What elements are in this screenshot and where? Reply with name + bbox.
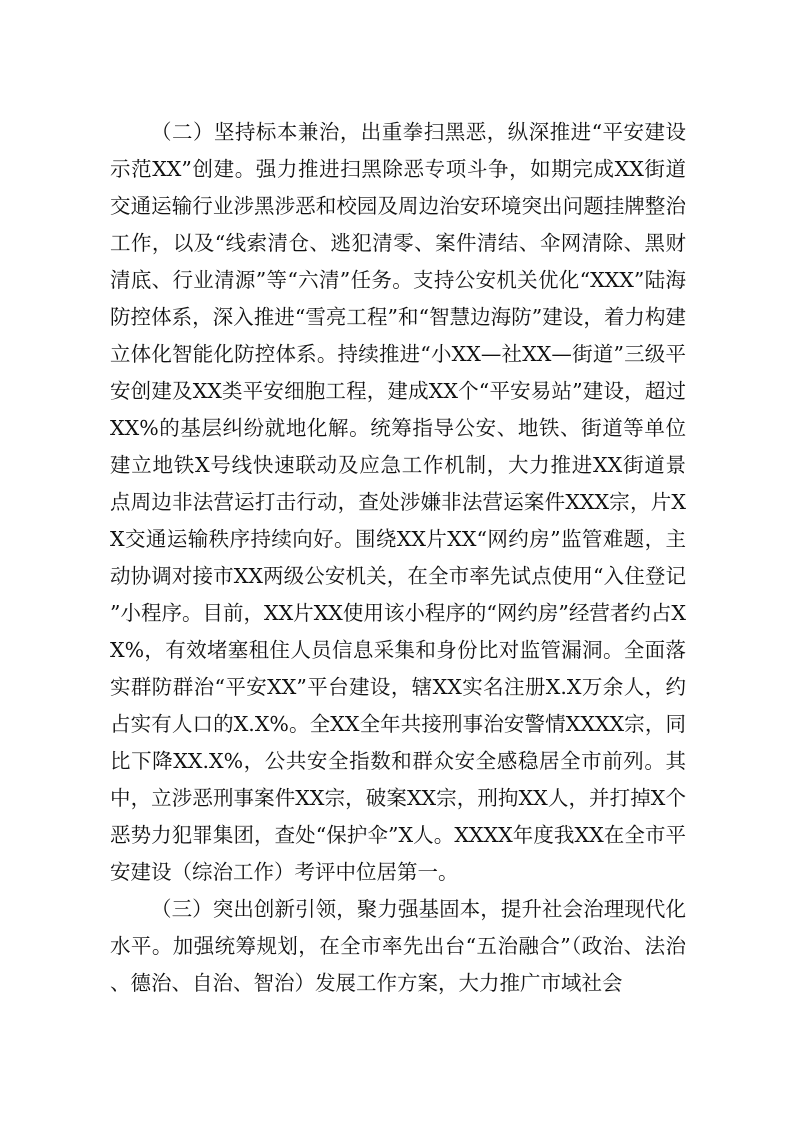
paragraph-2-anti-crime: （二）坚持标本兼治，出重拳扫黑恶，纵深推进“平安建设示范XX”创建。强力推进扫黑除恶专项斗争，如期完成XX街道交通运输行业涉黑涉恶和校园及周边治安环境突出问题挂牌整治工作，以及“线索清仓、逃犯清零、案件清结、伞网清除、黑财清底、行业清源”等“六清”任务。支持公安机关优化“XXX”陆海防控体系，深入推进“雪亮工程”和“智慧边海防”建设，着力构建立体化智能化防控体系。持续推进“小XX—社XX—街道”三级平安创建及XX类平安细胞工程，建成XX个“平安易站”建设，超过XX%的基层纠纷就地化解。统筹指导公安、地铁、街道等单位建立地铁X号线快速联动及应急工作机制，大力推进XX街道景点周边非法营运打击行动，查处涉嫌非法营运案件XXX宗，片XX交通运输秩序持续向好。围绕XX片XX“网约房”监管难题，主动协调对接市XX两级公安机关，在全市率先试点使用“入住登记”小程序。目前，XX片XX使用该小程序的“网约房”经营者约占XX%，有效堵塞租住人员信息采集和身份比对监管漏洞。全面落实群防群治“平安XX”平台建设，辖XX实名注册X.X万余人，约占实有人口的X.X%。全XX全年共接刑事治安警情XXXX宗，同比下降XX.X%，公共安全指数和群众安全感稳居全市前列。其中，立涉恶刑事案件XX宗，破案XX宗，刑拘XX人，并打掉X个恶势力犯罪集团，查处“保护伞”X人。XXXX年度我XX在全市平安建设（综治工作）考评中位居第一。 — [110, 120, 686, 884]
paragraph-3-innovation: （三）突出创新引领，聚力强基固本，提升社会治理现代化水平。加强统筹规划，在全市率先出台“五治融合”（政治、法治、德治、自治、智治）发展工作方案，大力推广市域社会 — [110, 897, 686, 995]
document-body — [110, 114, 686, 1002]
